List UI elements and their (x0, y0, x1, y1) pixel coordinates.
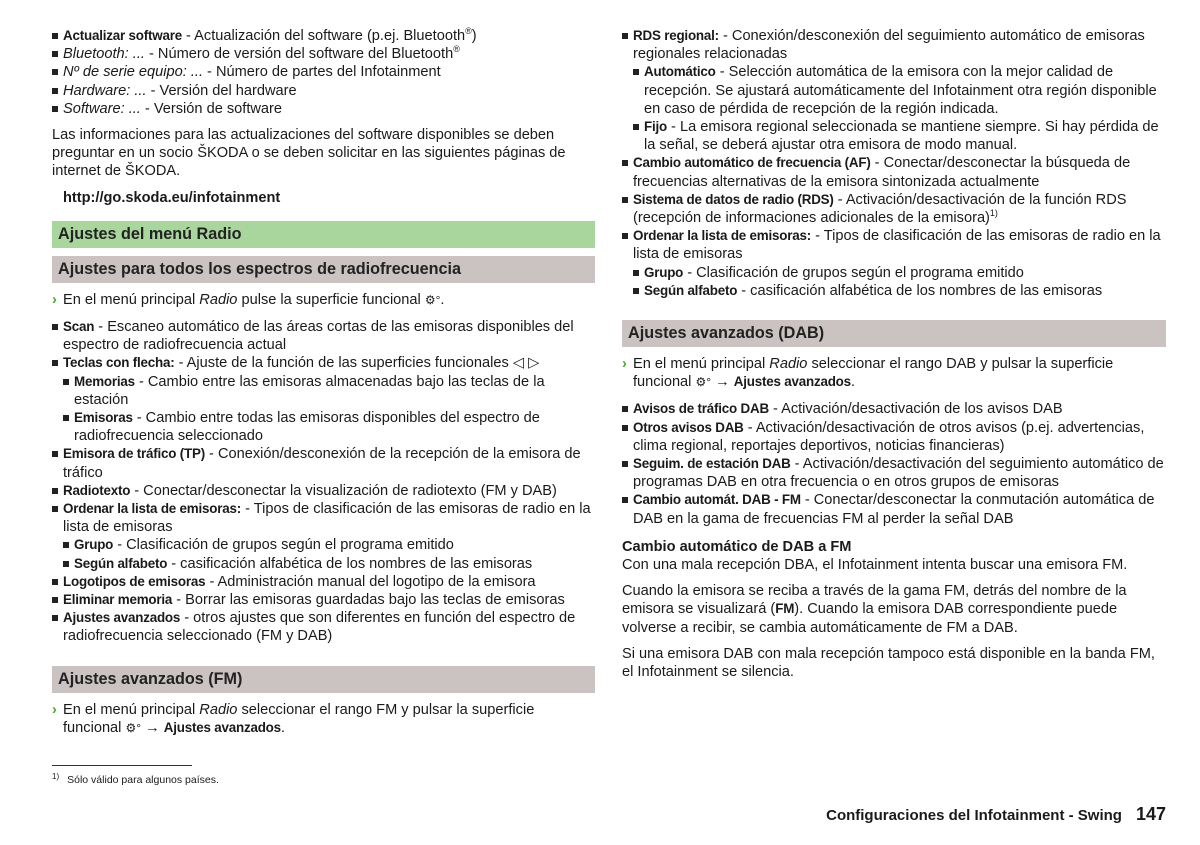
text: Hardware: ... (63, 82, 147, 99)
term-label: Grupo (74, 537, 114, 553)
term-label: FM (775, 601, 795, 617)
paragraph (622, 645, 1166, 681)
text: - Escaneo automático de las áreas cortas de las emisoras disponibles del espectro de radiofrecuencia actual (63, 319, 574, 354)
subheading (622, 538, 1166, 556)
settings-icon: ⚙° (695, 375, 712, 390)
list-item (633, 282, 1166, 300)
footer-title: Configuraciones del Infotainment - Swing (826, 807, 1122, 824)
footnote-divider (52, 765, 192, 766)
text: En el menú principal (633, 356, 770, 373)
text: - Conectar/desconectar la búsqueda de frecuencias alternativas de la emisora sintonizada actualmente (633, 155, 1131, 190)
list-item (52, 609, 595, 645)
list-item (52, 573, 595, 591)
list-item (52, 445, 595, 481)
term-label: Ordenar la lista de emisoras: (63, 501, 242, 517)
term-label: RDS regional: (633, 28, 719, 43)
page-number: 147 (1135, 804, 1166, 824)
term-label: Según alfabeto (644, 282, 738, 298)
list-item (52, 354, 595, 372)
term-label: Grupo (644, 264, 684, 280)
right-column (622, 27, 1166, 681)
text: - La emisora regional seleccionada se mantiene siempre. Si hay pérdida de la señal, se deberá ajustar otra emisora de modo manual. (644, 119, 1159, 154)
text: - Versión de software (140, 100, 283, 117)
term-label: Eliminar memoria (63, 592, 173, 608)
list-item (52, 27, 595, 45)
list-item (52, 591, 595, 609)
list-item (52, 82, 595, 100)
text: Ajustes avanzados (DAB) (628, 324, 825, 343)
text: http://go.skoda.eu/infotainment (63, 189, 281, 206)
text: - Cambio entre todas las emisoras disponibles del espectro de radiofrecuencia seleccionado (74, 410, 540, 445)
text: Radio (199, 701, 238, 718)
text: Radio (199, 291, 238, 308)
text: seleccionar el rango FM y pulsar la superficie funcional (63, 701, 535, 736)
text: En el menú principal (63, 291, 200, 308)
list-item (622, 227, 1166, 263)
term-label: Memorias (74, 373, 135, 389)
instruction-step (52, 701, 595, 737)
arrow-icon: › (52, 701, 57, 718)
text: pulse la superficie funcional (237, 291, 425, 308)
text: - Versión del hardware (146, 82, 297, 99)
term-label: Avisos de tráfico DAB (633, 401, 769, 417)
text: - casificación alfabética de los nombres de las emisoras (737, 282, 1103, 299)
text: - Número de partes del Infotainment (203, 64, 441, 81)
paragraph (52, 126, 595, 181)
text: . (440, 291, 445, 308)
text: - Activación/desactivación del seguimiento automático de programas DAB en otra frecuencia o en otros grupos de emisoras (633, 456, 1164, 491)
arrow-icon: › (52, 291, 57, 308)
text: Las informaciones para las actualizaciones del software disponibles se deben preguntar en un socio ŠKODA o se deben solicitar en las siguientes páginas de internet de ŠKODA. (52, 127, 566, 180)
text: → (711, 374, 734, 391)
settings-icon: ⚙° (125, 720, 142, 735)
term-label: Fijo (644, 119, 667, 135)
term-label: Automático (644, 64, 716, 80)
settings-icon: ⚙° (424, 292, 441, 307)
subsection-heading (622, 320, 1166, 347)
text: Ajustes del menú Radio (58, 224, 242, 243)
text: - Ajuste de la función de las superficies funcionales ◁ ▷ (174, 355, 540, 372)
term-label: Scan (63, 319, 95, 335)
subsection-heading (52, 666, 595, 693)
text: - Activación/desactivación de la función RDS (recepción de informaciones adicionales de la emisora) (633, 191, 1127, 227)
text: → (141, 719, 164, 736)
text: Bluetooth: ... (63, 46, 145, 63)
list-item (622, 400, 1166, 418)
term-label: Otros avisos DAB (633, 419, 744, 435)
text: - Conectar/desconectar la visualización de radiotexto (FM y DAB) (130, 482, 557, 499)
text: - Borrar las emisoras guardadas bajo las teclas de emisoras (172, 592, 565, 609)
list-item (633, 63, 1166, 118)
term-label: Emisora de tráfico (TP) (63, 446, 205, 462)
list-item (622, 154, 1166, 190)
term-label: Ordenar la lista de emisoras: (633, 228, 812, 244)
text: ) (471, 28, 477, 44)
text: - Tipos de clasificación de las emisoras de radio en la lista de emisoras (63, 501, 591, 536)
link[interactable] (52, 189, 595, 207)
term-label: Ajustes avanzados (163, 719, 281, 735)
text: - Conexión/desconexión del seguimiento automático de emisoras regionales relacionadas (633, 28, 1145, 63)
list-item (633, 264, 1166, 282)
subsection-heading (52, 256, 595, 283)
footnote (52, 773, 1166, 787)
footnote-number: 1) (52, 771, 60, 781)
term-label: Actualizar software (63, 28, 182, 43)
text: Cuando la emisora se reciba a través de la gama FM, detrás del nombre de la emisora se visualizará ( (622, 583, 1127, 618)
term-label: Según alfabeto (74, 555, 168, 571)
text: . (850, 374, 855, 391)
text: - Clasificación de grupos según el programa emitido (683, 264, 1024, 281)
term-label: Teclas con flecha: (63, 355, 175, 371)
text: - Cambio entre las emisoras almacenadas bajo las teclas de la estación (74, 373, 545, 408)
list-item (52, 100, 595, 118)
text: ® (453, 44, 460, 55)
term-label: Ajustes avanzados (733, 374, 851, 390)
text: - casificación alfabética de los nombres de las emisoras (167, 555, 533, 572)
term-label: Radiotexto (63, 482, 131, 498)
list-item (633, 118, 1166, 154)
list-item (622, 27, 1166, 63)
list-item (622, 491, 1166, 527)
text: En el menú principal (63, 701, 200, 718)
text: - Clasificación de grupos según el programa emitido (113, 537, 454, 554)
left-column (52, 27, 595, 737)
term-label: Logotipos de emisoras (63, 573, 206, 589)
list-item (52, 45, 595, 63)
text: - Número de versión del software del Bluetooth (144, 46, 454, 63)
instruction-step (52, 291, 595, 309)
text: - Conectar/desconectar la conmutación automática de DAB en la gama de frecuencias FM al perder la señal DAB (633, 492, 1155, 527)
list-item (622, 455, 1166, 491)
text: - Activación/desactivación de los avisos DAB (768, 401, 1063, 418)
text: - Activación/desactivación de otros avisos (p.ej. advertencias, clima regional, reportajes deportivos, noticias financieras) (633, 419, 1145, 454)
text: Ajustes avanzados (FM) (58, 669, 243, 688)
text: - otros ajustes que son diferentes en función del espectro de radiofrecuencia seleccionado (FM y DAB) (63, 610, 576, 645)
term-label: Emisoras (74, 410, 133, 426)
term-label: Ajustes avanzados (63, 610, 181, 626)
list-item (63, 409, 595, 445)
text: - Tipos de clasificación de las emisoras de radio en la lista de emisoras (633, 228, 1161, 263)
page-bottom (0, 765, 1200, 839)
paragraph (622, 582, 1166, 637)
arrow-icon: › (622, 356, 627, 373)
text: Radio (769, 356, 808, 373)
text: Si una emisora DAB con mala recepción tampoco está disponible en la banda FM, el Infotainment se silencia. (622, 645, 1155, 681)
list-item (63, 536, 595, 554)
list-item (52, 63, 595, 81)
section-heading (52, 221, 595, 248)
list-item (52, 318, 595, 354)
text: Software: ... (63, 100, 141, 117)
paragraph (622, 556, 1166, 574)
text: - Selección automática de la emisora con la mejor calidad de recepción. Se ajustará automáticamente del Infotainment otra región disponible en caso de pérdida de recepción de la región indicada. (644, 64, 1157, 117)
instruction-step (622, 355, 1166, 391)
text: ® (465, 26, 472, 37)
text: - Administración manual del logotipo de la emisora (205, 573, 536, 590)
text: - Conexión/desconexión de la recepción de la emisora de tráfico (63, 446, 581, 481)
list-item (63, 373, 595, 409)
text: Ajustes para todos los espectros de radiofrecuencia (58, 259, 462, 278)
footnote-text: Sólo válido para algunos países. (67, 774, 219, 786)
text: - Actualización del software (p.ej. Bluetooth (182, 28, 466, 44)
text: . (280, 719, 285, 736)
term-label: Sistema de datos de radio (RDS) (633, 191, 834, 207)
text: Con una mala recepción DBA, el Infotainment intenta buscar una emisora FM. (622, 557, 1128, 574)
list-item (52, 500, 595, 536)
text: Cambio automático de DAB a FM (622, 538, 852, 555)
list-item (622, 191, 1166, 227)
text: ). Cuando la emisora DAB correspondiente puede volverse a recibir, se cambia automáticamente de FM a DAB. (622, 601, 1118, 636)
term-label: Seguim. de estación DAB (633, 456, 791, 472)
page-footer (52, 803, 1166, 827)
text: seleccionar el rango DAB y pulsar la superficie funcional (633, 356, 1114, 391)
list-item (52, 482, 595, 500)
text: Nº de serie equipo: ... (63, 64, 203, 81)
list-item (622, 419, 1166, 455)
text: 1) (989, 208, 998, 219)
term-label: Cambio automát. DAB - FM (633, 492, 801, 508)
list-item (63, 555, 595, 573)
term-label: Cambio automático de frecuencia (AF) (633, 155, 871, 171)
